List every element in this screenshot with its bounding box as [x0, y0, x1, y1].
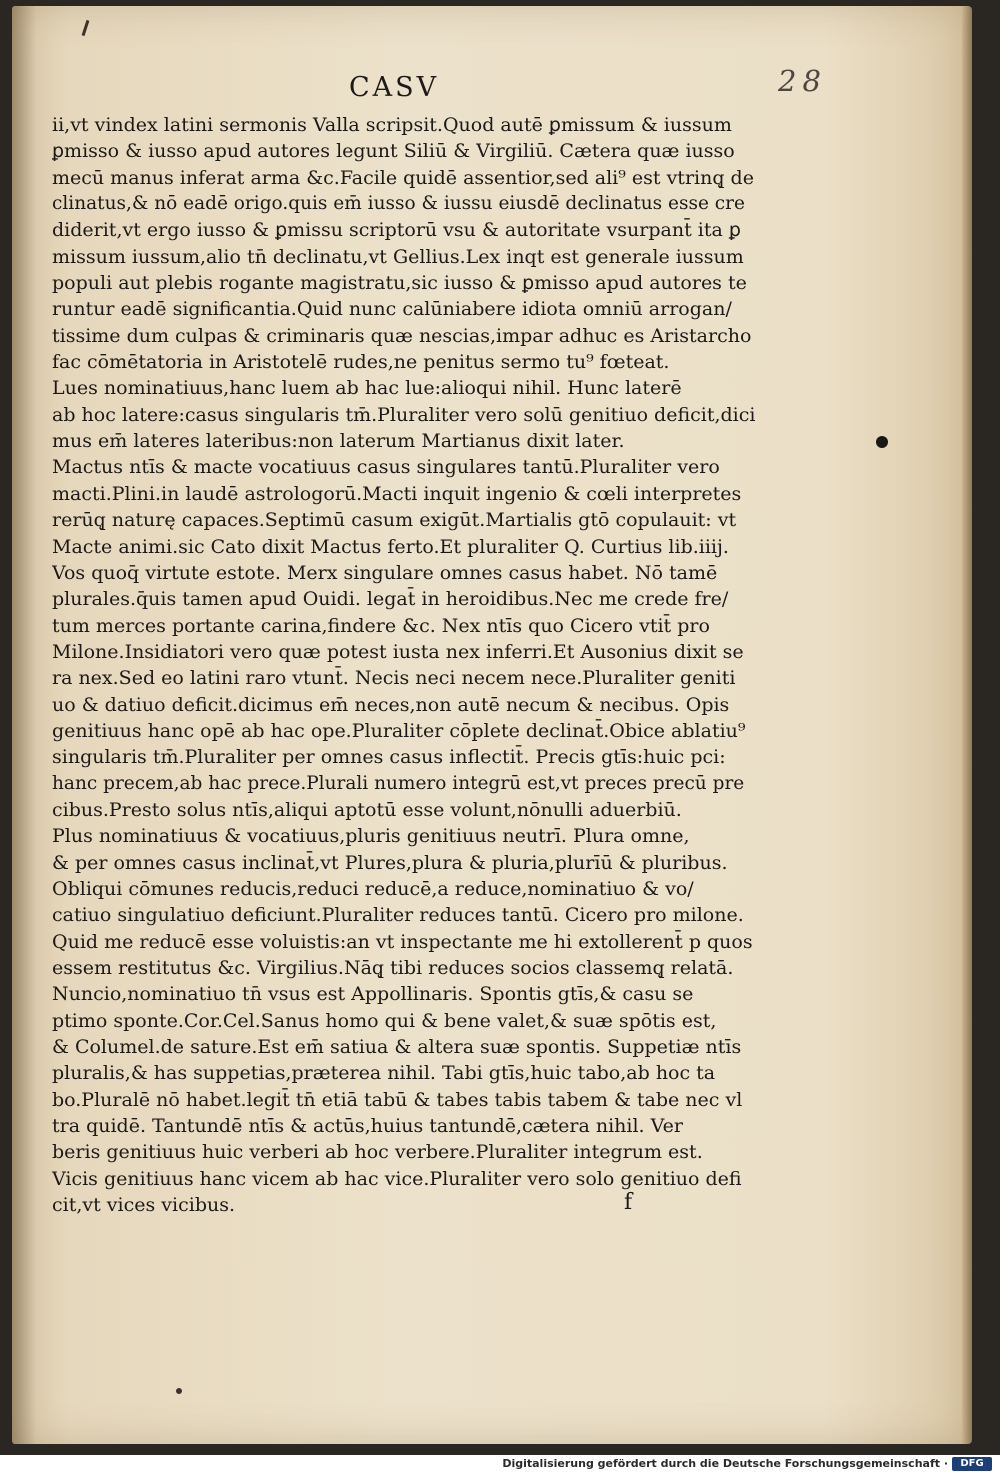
text-line: ab hoc latere:casus singularis tm̄.Pluraliter vero solū genitiuo deficit,dici: [52, 403, 756, 426]
text-line: & Columel.de sature.Est em̄ satiua & altera suæ spontis. Suppetiæ ntīs: [52, 1036, 742, 1059]
text-line: ꝑmisso & iusso apud autores legunt Siliū & Virgiliū. Cætera quæ iusso: [52, 140, 735, 163]
text-line: catiuo singulatiuo deficiunt.Pluraliter reduces tantū. Cicero pro milone.: [52, 904, 744, 927]
page-edge: [962, 6, 972, 1444]
footer-credit: Digitalisierung gefördert durch die Deutsche Forschungsgemeinschaft ·: [502, 1457, 948, 1470]
text-line: ra nex.Sed eo latini raro vtunt̄. Necis neci necem nece.Pluraliter geniti: [52, 667, 736, 690]
text-line: beris genitiuus huic verberi ab hoc verbere.Pluraliter integrum est.: [52, 1141, 703, 1164]
text-line: mus em̄ lateres lateribus:non laterum Martianus dixit later.: [52, 430, 625, 453]
text-line: Mactus ntīs & macte vocatiuus casus singulares tantū.Pluraliter vero: [52, 456, 720, 479]
text-line: Vicis genitiuus hanc vicem ab hac vice.Pluraliter vero solo genitiuo defi: [52, 1167, 742, 1190]
text-line: ptimo sponte.Cor.Cel.Sanus homo qui & bene valet,& suæ spōtis est,: [52, 1009, 717, 1032]
text-line: cibus.Presto solus ntīs,aliqui aptotū esse volunt,nōnulli aduerbiū.: [52, 798, 682, 821]
text-line: clinatus,& nō eadē origo.quis em̄ iusso & iussu eiusdē declinatus esse cre: [52, 193, 745, 215]
text-line: singularis tm̄.Pluraliter per omnes casus inflectit̄. Precis gtīs:huic pci:: [52, 746, 726, 769]
text-line: tra quidē. Tantundē ntīs & actūs,huius tantundē,cætera nihil. Ver: [52, 1115, 683, 1138]
text-line: & per omnes casus inclinat̄,vt Plures,plura & pluria,plurīū & pluribus.: [52, 851, 728, 874]
text-line: Macte animi.sic Cato dixit Mactus ferto.Et pluraliter Q. Curtius lib.iiij.: [52, 535, 729, 558]
text-line: hanc precem,ab hac prece.Plurali numero integrū est,vt preces precū pre: [52, 772, 745, 794]
text-line: runtur eadē significantia.Quid nunc calūniabere idiota omniū arrogan/: [52, 298, 732, 321]
running-head: CASV: [349, 72, 440, 103]
folio-number: 28: [778, 64, 827, 98]
digitization-footer: [0, 1455, 1000, 1474]
text-block: [52, 112, 756, 1218]
text-line: Plus nominatiuus & vocatiuus,pluris genitiuus neutrī. Plura omne,: [52, 825, 690, 848]
text-line: pluralis,& has suppetias,præterea nihil. Tabi gtīs,huic tabo,ab hoc ta: [52, 1062, 716, 1085]
text-line: fac cōmētatoria in Aristotelē rudes,ne penitus sermo tu⁹ fœteat.: [52, 351, 670, 374]
text-line: Quid me reducē esse voluistis:an vt inspectante me hi extollerent̄ p quos: [52, 930, 753, 953]
text-line: plurales.q̄uis tamen apud Ouidi. legat̄ in heroidibus.Nec me crede fre/: [52, 588, 729, 611]
text-line: Nuncio,nominatiuo tn̄ vsus est Appollinaris. Spontis gtīs,& casu se: [52, 983, 694, 1006]
gutter-shadow: [12, 6, 36, 1444]
text-line: genitiuus hanc opē ab hac ope.Pluraliter cōplete declinat̄.Obice ablatiu⁹: [52, 719, 746, 742]
text-line: essem restitutus &c. Virgilius.Nāq̨ tibi reduces socios classemq̨ relatā.: [52, 957, 734, 979]
text-line: tum merces portante carina,findere &c. Nex ntīs quo Cicero vtit̄ pro: [52, 614, 710, 637]
text-line: Vos quoq̄ virtute estote. Merx singulare omnes casus habet. Nō tamē: [52, 561, 718, 584]
signature-mark: f: [624, 1190, 633, 1215]
text-line: diderit,vt ergo iusso & ꝑmissu scriptorū vsu & autoritate vsurpant̄ ita ꝑ: [52, 219, 741, 242]
text-line: Milone.Insidiatori vero quæ potest iusta nex inferri.Et Ausonius dixit se: [52, 640, 744, 663]
text-line: populi aut plebis rogante magistratu,sic iusso & ꝑmisso apud autores te: [52, 272, 747, 295]
text-line: Lues nominatiuus,hanc luem ab hac lue:alioqui nihil. Hunc laterē: [52, 377, 682, 400]
text-line: tissime dum culpas & criminaris quæ nescias,impar adhuc es Aristarcho: [52, 324, 752, 347]
text-line: missum iussum,alio tn̄ declinatu,vt Gellius.Lex inqt est generale iussum: [52, 245, 744, 268]
ink-dot: [876, 436, 888, 448]
text-line: ii,vt vindex latini sermonis Valla scripsit.Quod autē ꝑmissum & iussum: [52, 114, 732, 136]
dfg-logo: DFG: [952, 1457, 992, 1471]
text-line: macti.Plini.in laudē astrologorū.Macti inquit ingenio & cœli interpretes: [52, 482, 742, 505]
text-line: bo.Pluralē nō habet.legit̄ tn̄ etiā tabū & tabes tabis tabem & tabe nec vl: [52, 1088, 743, 1111]
text-line: uo & datiuo deficit.dicimus em̄ neces,non autē necum & necibus. Opis: [52, 693, 730, 716]
text-line: Obliqui cōmunes reducis,reduci reducē,a reduce,nominatiuo & vo/: [52, 877, 694, 900]
text-line: cit,vt vices vicibus.: [52, 1194, 236, 1217]
ink-speck: [176, 1388, 182, 1394]
text-line: rerūq̨ naturę capaces.Septimū casum exigūt.Martialis gtō copulauit: vt: [52, 509, 737, 532]
text-line: mecū manus inferat arma &c.Facile quidē assentior,sed ali⁹ est vtrinq̨ de: [52, 166, 754, 189]
